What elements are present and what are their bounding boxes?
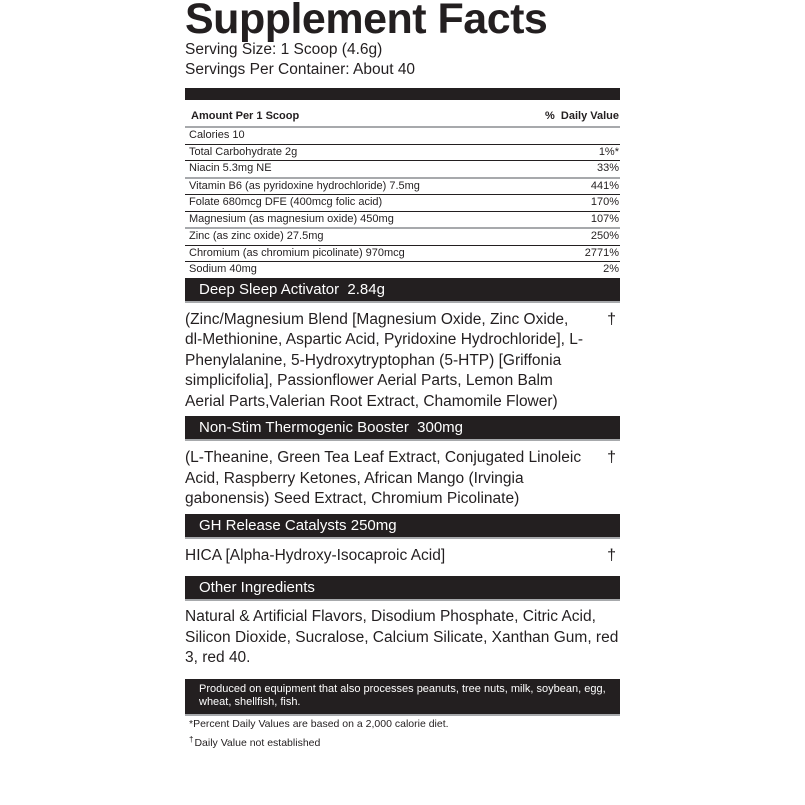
footnote-dagger bbox=[185, 732, 620, 751]
servings-per-container: Servings Per Container: About 40 bbox=[185, 61, 416, 78]
blend-ingredients bbox=[185, 441, 620, 514]
nutrient-name: Total Carbohydrate 2g bbox=[189, 145, 298, 158]
other-ingredients-text: Natural & Artificial Flavors, Disodium Phosphate, Citric Acid, Silicon Dioxide, Sucralose, Calcium Silicate, Xanthan Gum, red 3, red 40. bbox=[185, 608, 619, 666]
nutrient-name: Niacin 5.3mg NE bbox=[189, 162, 272, 174]
blend-ingredients-text: (L-Theanine, Green Tea Leaf Extract, Conjugated Linoleic Acid, Raspberry Ketones, African Mango (Irvingia gabonensis) Seed Extract, Chromium Picolinate) bbox=[185, 449, 582, 507]
table-header bbox=[185, 100, 620, 128]
blend-header-thermogenic: Non-Stim Thermogenic Booster 300mg bbox=[185, 416, 620, 441]
other-ingredients-header: Other Ingredients bbox=[185, 576, 620, 601]
nutrient-row bbox=[185, 229, 620, 246]
supplement-facts-label bbox=[185, 0, 620, 751]
blend-header-gh-release: GH Release Catalysts 250mg bbox=[185, 514, 620, 539]
nutrient-name: Sodium 40mg bbox=[189, 263, 257, 275]
nutrient-dv: 441% bbox=[590, 179, 619, 192]
nutrient-name: Calories 10 bbox=[189, 129, 245, 141]
nutrient-row bbox=[185, 195, 620, 212]
nutrient-dv: 2771% bbox=[584, 246, 619, 259]
serving-size: Serving Size: 1 Scoop (4.6g) bbox=[185, 41, 383, 58]
dagger-icon: † bbox=[607, 546, 616, 564]
nutrient-dv: 170% bbox=[590, 196, 619, 208]
nutrient-dv: 1%* bbox=[598, 145, 619, 158]
blend-header-deep-sleep: Deep Sleep Activator 2.84g bbox=[185, 278, 620, 303]
nutrient-dv: 107% bbox=[590, 212, 619, 225]
amount-per-serving-header: Amount Per 1 Scoop bbox=[191, 110, 300, 122]
nutrient-name: Folate 680mcg DFE (400mcg folic acid) bbox=[189, 196, 383, 208]
nutrient-row bbox=[185, 145, 620, 162]
nutrient-name: Vitamin B6 (as pyridoxine hydrochloride) 7.5mg bbox=[189, 179, 420, 192]
nutrient-row bbox=[185, 128, 620, 145]
nutrient-row bbox=[185, 212, 620, 230]
nutrient-name: Chromium (as chromium picolinate) 970mcg bbox=[189, 246, 405, 259]
thick-divider bbox=[185, 88, 620, 100]
nutrient-dv: 2% bbox=[603, 263, 619, 275]
blend-ingredients-text: HICA [Alpha-Hydroxy-Isocaproic Acid] bbox=[185, 546, 446, 564]
nutrient-row bbox=[185, 179, 620, 196]
daily-value-header: % Daily Value bbox=[545, 110, 619, 122]
dagger-icon: † bbox=[189, 734, 194, 744]
nutrient-row bbox=[185, 246, 620, 263]
nutrient-dv: 33% bbox=[596, 162, 619, 174]
nutrient-row bbox=[185, 262, 620, 278]
dagger-icon: † bbox=[607, 449, 616, 466]
blend-ingredients-text: (Zinc/Magnesium Blend [Magnesium Oxide, Zinc Oxide, dl-Methionine, Aspartic Acid, Pyridoxine Hydrochloride], L-Phenylalanine, 5-Hydroxytryptophan (5-HTP) [Griffonia simplicifolia], Passionflower Aerial Parts, Lemon Balm Aerial Parts,Valerian Root Extract, Chamomile Flower) bbox=[185, 310, 584, 410]
blend-ingredients bbox=[185, 303, 620, 417]
nutrient-name: Magnesium (as magnesium oxide) 450mg bbox=[189, 212, 394, 225]
footnote-dagger-text: Daily Value not established bbox=[194, 736, 321, 749]
allergen-notice: Produced on equipment that also processes peanuts, tree nuts, milk, soybean, egg, wheat, shellfish, fish. bbox=[185, 679, 620, 716]
nutrient-dv: 250% bbox=[590, 230, 619, 242]
dagger-icon: † bbox=[607, 310, 616, 328]
nutrient-row bbox=[185, 161, 620, 179]
blend-ingredients bbox=[185, 539, 620, 577]
nutrient-name: Zinc (as zinc oxide) 27.5mg bbox=[189, 230, 324, 242]
footnote-percent-dv: *Percent Daily Values are based on a 2,000 calorie diet. bbox=[189, 717, 449, 730]
label-title: Supplement Facts bbox=[185, 0, 548, 43]
